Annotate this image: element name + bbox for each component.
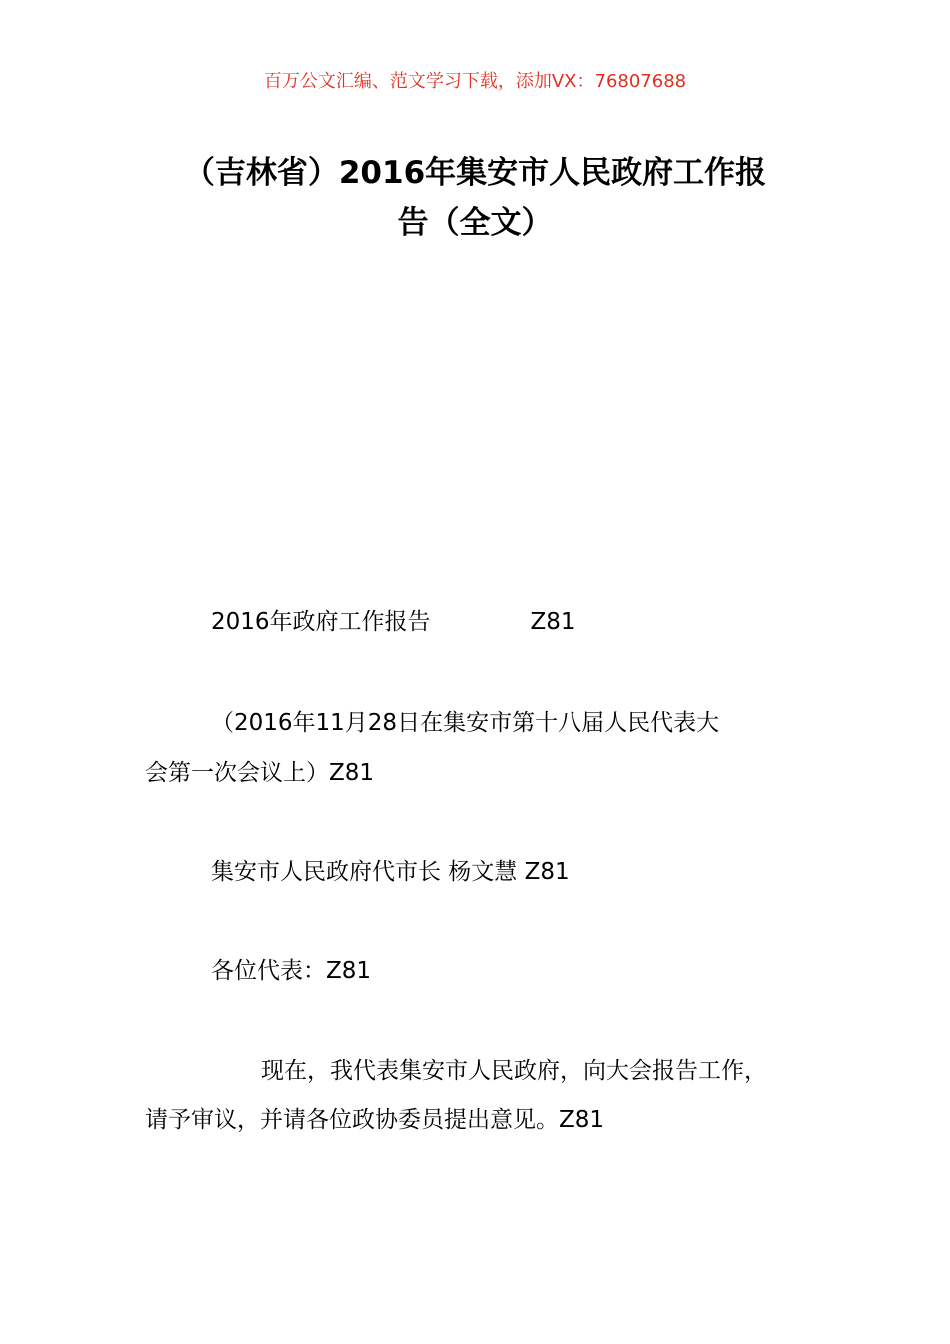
report-heading-text: 2016年政府工作报告 — [211, 609, 431, 635]
speaker-line: 集安市人民政府代市长 杨文慧 Z81 — [211, 859, 570, 885]
watermark-banner: 百万公文汇编、范文学习下载，添加VX：76807688 — [263, 71, 687, 92]
document-title — [120, 148, 830, 248]
paragraph-line-2: 请予审议，并请各位政协委员提出意见。Z81 — [145, 1107, 605, 1133]
report-heading-code: Z81 — [530, 609, 576, 635]
title-line-2: 告（全文） — [397, 205, 553, 241]
paragraph-line-1: 现在，我代表集安市人民政府，向大会报告工作， — [261, 1058, 767, 1084]
salutation: 各位代表：Z81 — [211, 958, 372, 984]
title-line-1: （吉林省）2016年集安市人民政府工作报 — [183, 155, 767, 191]
date-line-1: （2016年11月28日在集安市第十八届人民代表大 — [211, 710, 720, 736]
date-line-2: 会第一次会议上）Z81 — [145, 760, 375, 786]
report-heading — [211, 610, 576, 634]
